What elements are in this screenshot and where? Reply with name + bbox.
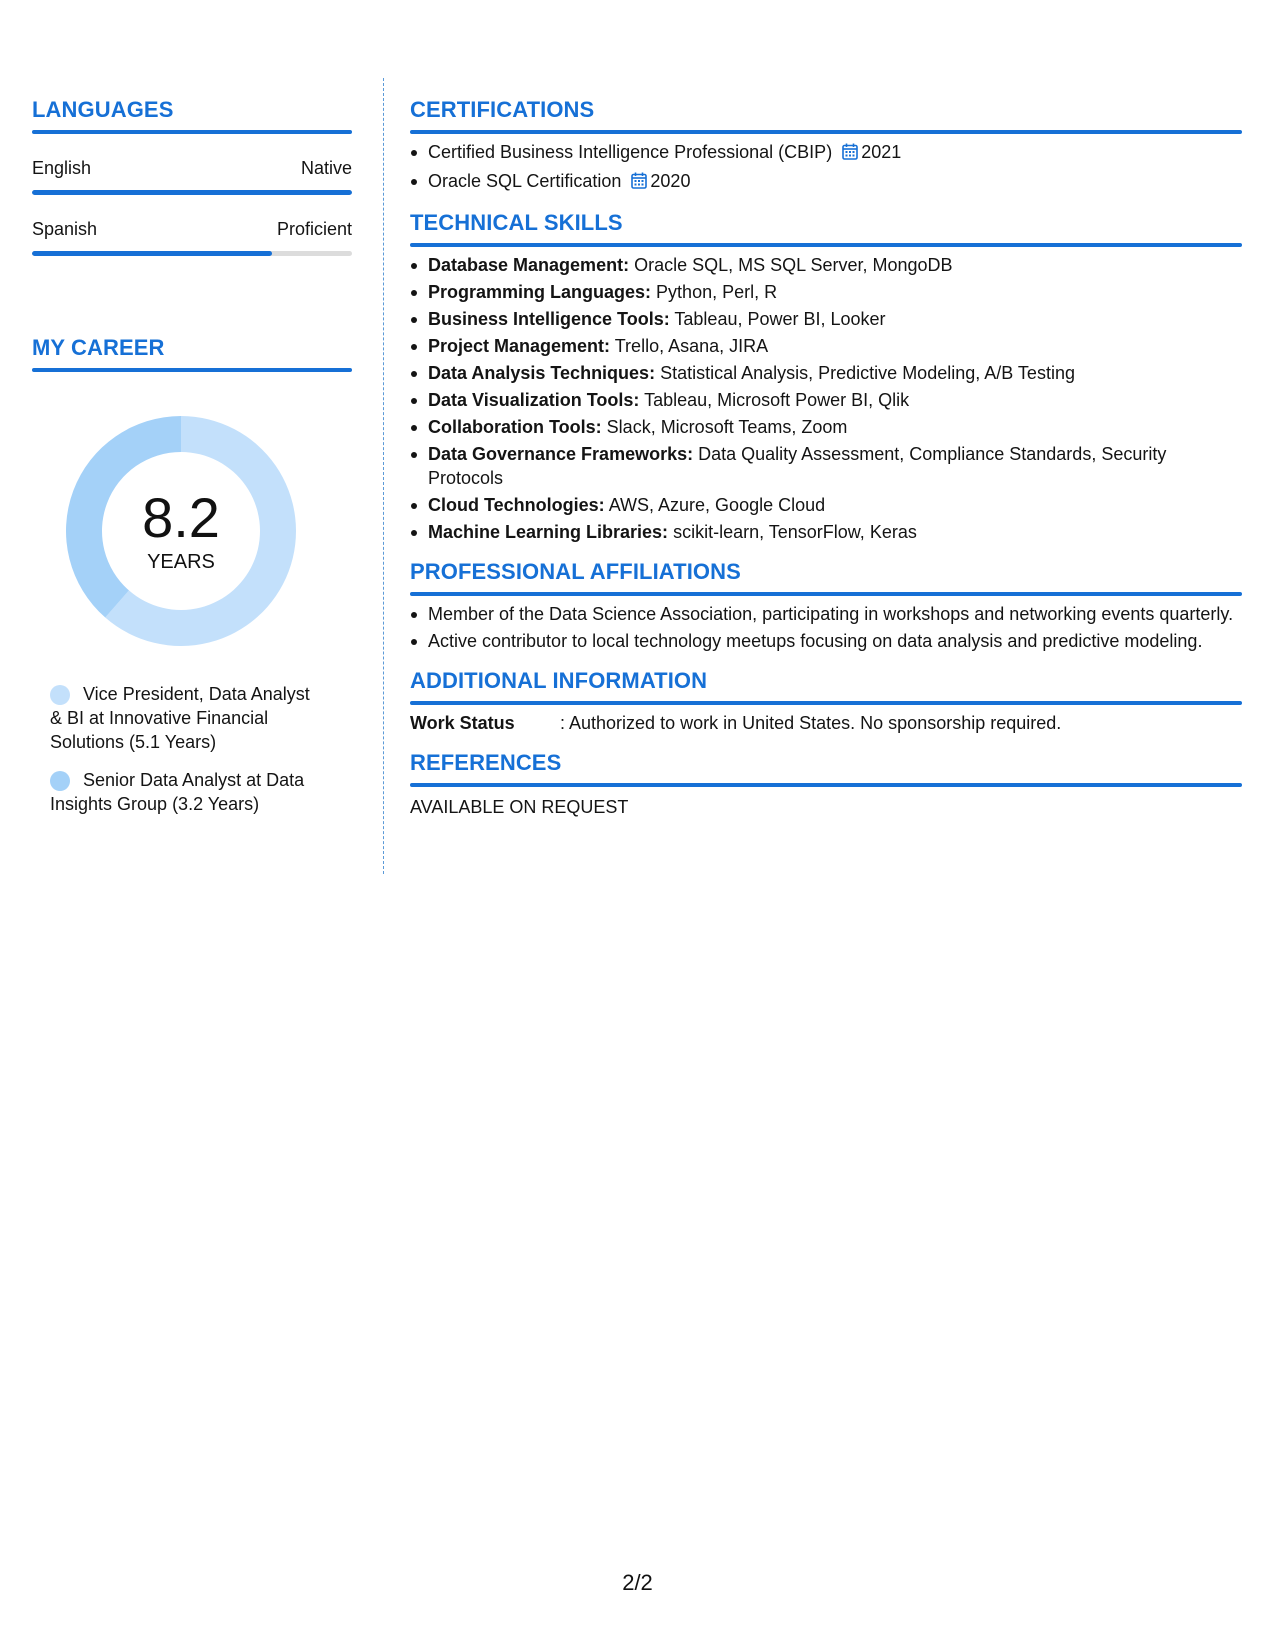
skills-title: TECHNICAL SKILLS [410,210,623,235]
skill-item [410,520,1242,544]
career-donut-chart [66,416,296,646]
skills-list [410,253,1242,544]
certification-item [410,140,1242,166]
section-rule [410,783,1242,787]
skill-category: Cloud Technologies: [428,495,605,515]
section-rule [410,592,1242,596]
skill-category: Project Management: [428,336,611,356]
language-level: Native [300,158,352,178]
skill-category: Data Visualization Tools: [428,390,640,410]
skill-values: Slack, Microsoft Teams, Zoom [606,417,848,437]
affiliations-list [410,602,1242,653]
skill-values: Trello, Asana, JIRA [614,336,769,356]
skill-item [410,388,1242,412]
language-bar-fill [32,251,272,256]
skill-category: Data Governance Frameworks: [428,444,694,464]
career-role-label: Senior Data Analyst at Data Insights Group (3.2 Years) [50,770,305,814]
certification-name: Oracle SQL Certification [428,171,622,191]
language-level: Proficient [276,219,352,239]
certifications-title: CERTIFICATIONS [410,97,595,122]
affiliations-section [410,558,1242,653]
affiliations-title: PROFESSIONAL AFFILIATIONS [410,559,741,584]
work-status-value: : Authorized to work in United States. No sponsorship required. [560,713,1062,733]
languages-title: LANGUAGES [32,97,174,122]
skill-category: Database Management: [428,255,630,275]
left-column [32,96,352,830]
references-section [410,749,1242,819]
skill-values: Data Quality Assessment, Compliance Standards, Security Protocols [428,444,1167,488]
calendar-icon [631,171,647,195]
skill-values: Statistical Analysis, Predictive Modeling, A/B Testing [660,363,1075,383]
language-name: Spanish [32,219,98,239]
career-legend [32,682,322,816]
calendar-icon [842,142,858,166]
career-legend-item [50,682,322,754]
language-bar [32,190,352,195]
language-bar-fill [32,190,352,195]
career-section [32,334,352,816]
affiliation-item: Active contributor to local technology meetups focusing on data analysis and predictive modeling. [410,629,1242,653]
certification-name: Certified Business Intelligence Professional (CBIP) [428,142,833,162]
skill-category: Data Analysis Techniques: [428,363,656,383]
affiliation-item: Member of the Data Science Association, participating in workshops and networking events quarterly. [410,602,1242,626]
skill-category: Programming Languages: [428,282,652,302]
skill-item [410,307,1242,331]
additional-info-title: ADDITIONAL INFORMATION [410,668,708,693]
references-text: AVAILABLE ON REQUEST [410,797,629,817]
skill-item [410,442,1242,490]
career-total-years: 8.2 [142,486,220,549]
additional-info-section [410,667,1242,735]
certification-item [410,169,1242,195]
work-status-row [410,711,1242,735]
skill-category: Collaboration Tools: [428,417,602,437]
skill-category: Machine Learning Libraries: [428,522,669,542]
section-rule [410,243,1242,247]
skills-section [410,209,1242,544]
skill-values: Oracle SQL, MS SQL Server, MongoDB [634,255,953,275]
skill-item [410,415,1242,439]
skill-item [410,280,1242,304]
language-row [32,157,352,179]
language-bar [32,251,352,256]
skill-values: scikit-learn, TensorFlow, Keras [673,522,917,542]
career-title: MY CAREER [32,335,165,360]
certification-year: 2021 [861,142,902,162]
section-rule [32,368,352,372]
donut-center [66,416,296,646]
legend-dot [50,685,70,705]
certifications-section [410,96,1242,195]
right-column [410,96,1242,833]
certifications-list [410,140,1242,195]
section-rule [410,130,1242,134]
section-rule [410,701,1242,705]
skill-category: Business Intelligence Tools: [428,309,670,329]
section-rule [32,130,352,134]
work-status-label: Work Status [410,713,515,733]
languages-list [32,157,352,256]
skill-item [410,253,1242,277]
skill-values: Tableau, Power BI, Looker [674,309,886,329]
language-row [32,218,352,240]
skill-values: AWS, Azure, Google Cloud [608,495,826,515]
skill-item [410,493,1242,517]
career-legend-item [50,768,322,816]
skill-item [410,361,1242,385]
skill-values: Python, Perl, R [656,282,778,302]
career-role-label: Vice President, Data Analyst & BI at Innovative Financial Solutions (5.1 Years) [50,684,310,752]
references-title: REFERENCES [410,750,562,775]
skill-item [410,334,1242,358]
language-name: English [32,158,92,178]
career-years-unit: YEARS [147,551,215,573]
certification-year: 2020 [650,171,691,191]
languages-section [32,96,352,256]
page-number: 2/2 [622,1570,653,1595]
legend-dot [50,771,70,791]
column-divider [383,78,384,874]
skill-values: Tableau, Microsoft Power BI, Qlik [644,390,910,410]
